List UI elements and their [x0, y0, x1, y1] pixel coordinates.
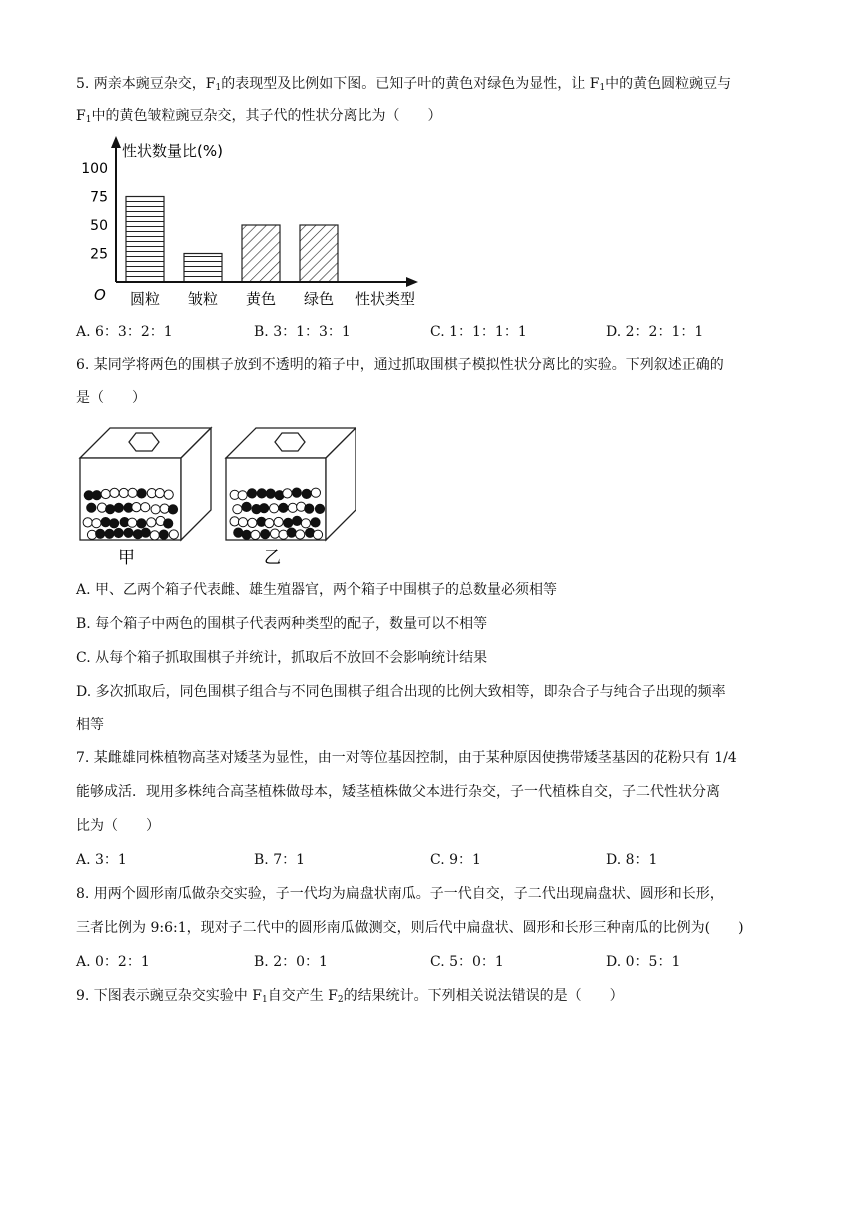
black-go-piece: [110, 519, 119, 528]
white-go-piece: [230, 517, 239, 526]
white-go-piece: [251, 530, 260, 539]
q8-stem-line2: 三者比例为 9:6:1，现对子二代中的圆形南瓜做测交，则后代中扁盘状、圆形和长形三种南瓜的比例为( ): [76, 920, 744, 936]
q6-option-d[interactable]: D. 多次抓取后，同色围棋子组合与不同色围棋子组合出现的比例大致相等，即杂合子与纯合子出现的频率: [76, 684, 726, 700]
black-go-piece: [137, 489, 146, 498]
black-go-piece: [114, 503, 123, 512]
white-go-piece: [160, 504, 169, 513]
q8-option-d[interactable]: D. 0：5：1: [606, 954, 681, 970]
white-go-piece: [169, 530, 178, 539]
black-go-piece: [292, 488, 301, 497]
box-label-yi: 乙: [264, 548, 281, 568]
black-go-piece: [137, 519, 146, 528]
black-go-piece: [311, 518, 320, 527]
black-go-piece: [105, 529, 114, 538]
q7-option-a[interactable]: A. 3：1: [76, 852, 127, 868]
white-go-piece: [288, 503, 297, 512]
black-go-piece: [87, 503, 96, 512]
white-go-piece: [283, 489, 292, 498]
y-axis-arrow: [111, 136, 121, 148]
white-go-piece: [270, 504, 279, 513]
white-go-piece: [311, 488, 320, 497]
q7-stem-line1: 7. 某雌雄同株植物高茎对矮茎为显性，由一对等位基因控制，由于某种原因使携带矮茎基因的花粉只有 1/4: [76, 750, 737, 766]
black-go-piece: [284, 518, 293, 527]
black-go-piece: [234, 528, 243, 537]
q7-option-c[interactable]: C. 9：1: [430, 852, 481, 868]
black-go-piece: [106, 505, 115, 514]
y-tick-label: 25: [90, 246, 108, 263]
black-go-piece: [293, 516, 302, 525]
q6-option-a[interactable]: A. 甲、乙两个箱子代表雌、雄生殖器官，两个箱子中围棋子的总数量必须相等: [76, 582, 558, 598]
q5-option-b[interactable]: B. 3：1：3：1: [254, 324, 351, 340]
origin-label: O: [94, 286, 106, 304]
q6-option-b[interactable]: B. 每个箱子中两色的围棋子代表两种类型的配子，数量可以不相等: [76, 616, 488, 632]
black-go-piece: [159, 530, 168, 539]
black-go-piece: [96, 529, 105, 538]
x-tick-label: 绿色: [303, 290, 335, 308]
black-go-piece: [124, 528, 133, 537]
box-jia-opening: [129, 433, 159, 451]
q5-stem-line1: 5. 两亲本豌豆杂交，$F_1$的表现型及比例如下图。已知子叶的黄色对绿色为显性，让 $F_1$中的黄色圆粒豌豆与: [76, 76, 732, 93]
y-tick-label: 75: [90, 189, 108, 206]
q6-stem-line2: 是（ ）: [76, 390, 146, 406]
white-go-piece: [274, 517, 283, 526]
white-go-piece: [150, 531, 159, 540]
q8-option-c[interactable]: C. 5：0：1: [430, 954, 504, 970]
y-axis-title: 性状数量比(%): [122, 142, 223, 160]
black-go-piece: [305, 504, 314, 513]
white-go-piece: [128, 518, 137, 527]
y-tick-label: 100: [81, 161, 108, 177]
bar-1: [184, 254, 222, 283]
black-go-piece: [261, 530, 270, 539]
q7-stem-line2: 能够成活．现用多株纯合高茎植株做母本，矮茎植株做父本进行杂交，子一代植株自交，子二代性状分离: [76, 784, 720, 800]
q7-stem-line3: 比为（ ）: [76, 818, 160, 834]
x-tick-label: 黄色: [245, 290, 277, 308]
black-go-piece: [164, 519, 173, 528]
q5-option-c[interactable]: C. 1：1：1：1: [430, 324, 527, 340]
white-go-piece: [119, 488, 128, 497]
x-axis-title: 性状类型: [355, 290, 416, 308]
black-go-piece: [114, 528, 123, 537]
x-tick-label: 皱粒: [187, 290, 219, 308]
white-go-piece: [155, 489, 164, 498]
black-go-piece: [242, 502, 251, 511]
box-jia: [80, 428, 211, 540]
white-go-piece: [270, 529, 279, 538]
white-go-piece: [141, 503, 150, 512]
black-go-piece: [101, 518, 110, 527]
box-label-jia: 甲: [118, 548, 135, 568]
q8-option-a[interactable]: A. 0：2：1: [76, 954, 150, 970]
black-go-piece: [315, 504, 324, 513]
q6-option-d-cont: 相等: [76, 717, 104, 733]
q6-boxes-figure: [76, 422, 356, 572]
white-go-piece: [233, 505, 242, 514]
q9-stem: 9. 下图表示豌豆杂交实验中 $F_1$自交产生 $F_2$的结果统计。下列相关说法错误的是（ ）: [76, 988, 624, 1005]
q8-stem-line1: 8. 用两个圆形南瓜做杂交实验，子一代均为扁盘状南瓜。子一代自交，子二代出现扁盘状、圆形和长形，: [76, 886, 724, 902]
q5-bar-chart: [80, 134, 440, 314]
q5-option-a[interactable]: A. 6：3：2：1: [76, 324, 173, 340]
bar-3: [300, 225, 338, 282]
white-go-piece: [238, 518, 247, 527]
q8-option-b[interactable]: B. 2：0：1: [254, 954, 328, 970]
white-go-piece: [132, 503, 141, 512]
white-go-piece: [128, 488, 137, 497]
y-tick-label: 50: [90, 218, 108, 234]
bar-0: [126, 197, 164, 283]
q6-option-c[interactable]: C. 从每个箱子抓取围棋子并统计，抓取后不放回不会影响统计结果: [76, 650, 488, 666]
white-go-piece: [92, 519, 101, 528]
white-go-piece: [101, 489, 110, 498]
black-go-piece: [257, 489, 266, 498]
black-go-piece: [247, 489, 256, 498]
white-go-piece: [164, 490, 173, 499]
q7-option-d[interactable]: D. 8：1: [606, 852, 658, 868]
white-go-piece: [110, 488, 119, 497]
white-go-piece: [313, 530, 322, 539]
white-go-piece: [296, 530, 305, 539]
white-go-piece: [265, 519, 274, 528]
q6-stem-line1: 6. 某同学将两色的围棋子放到不透明的箱子中，通过抓取围棋子模拟性状分离比的实验。下列叙述正确的: [76, 357, 724, 373]
white-go-piece: [97, 503, 106, 512]
white-go-piece: [301, 519, 310, 528]
white-go-piece: [238, 491, 247, 500]
box-yi: [226, 428, 356, 540]
white-go-piece: [151, 505, 160, 514]
white-go-piece: [248, 518, 257, 527]
black-go-piece: [242, 530, 251, 539]
q7-option-b[interactable]: B. 7：1: [254, 852, 306, 868]
box-yi-opening: [275, 433, 305, 451]
black-go-piece: [302, 489, 311, 498]
x-axis-arrow: [406, 277, 418, 287]
black-go-piece: [141, 528, 150, 537]
white-go-piece: [147, 518, 156, 527]
black-go-piece: [266, 489, 275, 498]
black-go-piece: [92, 491, 101, 500]
black-go-piece: [287, 528, 296, 537]
white-go-piece: [83, 518, 92, 527]
bar-2: [242, 225, 280, 282]
black-go-piece: [168, 505, 177, 514]
q5-option-d[interactable]: D. 2：2：1：1: [606, 324, 704, 340]
black-go-piece: [279, 503, 288, 512]
x-tick-label: 圆粒: [129, 290, 161, 308]
black-go-piece: [260, 504, 269, 513]
q5-stem-line2: $F_1$中的黄色皱粒豌豆杂交，其子代的性状分离比为（ ）: [76, 108, 442, 125]
